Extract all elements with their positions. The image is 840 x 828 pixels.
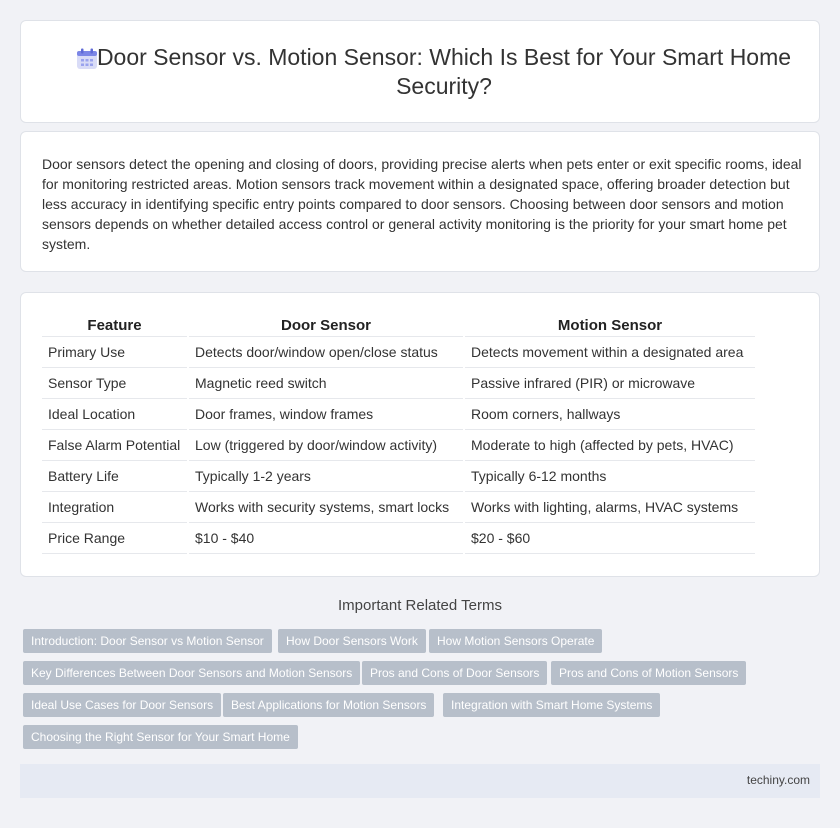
table-row: [42, 367, 755, 398]
page-title: Door Sensor vs. Motion Sensor: Which Is Best for Your Smart Home Security?: [96, 43, 792, 99]
related-term-tag[interactable]: Best Applications for Motion Sensors: [223, 693, 434, 717]
related-term-tag[interactable]: Key Differences Between Door Sensors and Motion Sensors: [23, 661, 360, 685]
table-cell-motion-sensor: Detects movement within a designated area: [465, 336, 755, 367]
column-header-feature: Feature: [42, 314, 187, 336]
table-cell-door-sensor: Low (triggered by door/window activity): [189, 429, 463, 460]
table-row: [42, 460, 755, 491]
summary-card: [20, 131, 820, 272]
related-terms-heading: Important Related Terms: [338, 597, 502, 614]
table-cell-feature: False Alarm Potential: [42, 429, 187, 460]
table-row: [42, 398, 755, 429]
table-cell-feature: Primary Use: [42, 336, 187, 367]
table-cell-door-sensor: Door frames, window frames: [189, 398, 463, 429]
related-term-tag[interactable]: How Motion Sensors Operate: [429, 629, 602, 653]
table-cell-door-sensor: Magnetic reed switch: [189, 367, 463, 398]
column-header-door-sensor: Door Sensor: [189, 314, 463, 336]
table-cell-door-sensor: Detects door/window open/close status: [189, 336, 463, 367]
comparison-table-card: [20, 292, 820, 577]
table-cell-door-sensor: Works with security systems, smart locks: [189, 491, 463, 522]
footer-site-name[interactable]: techiny.com: [746, 773, 810, 787]
header-card: [20, 20, 820, 123]
table-cell-motion-sensor: Room corners, hallways: [465, 398, 755, 429]
summary-paragraph: Door sensors detect the opening and closing of doors, providing precise alerts when pets enter or exit specific rooms, ideal for monitoring restricted areas. Motion sensors track movement within a designated space, offering broader detection but less accuracy in identifying specific entry points compared to door sensors. Choosing between door sensors and motion sensors depends on whether detailed access control or general activity monitoring is the priority for your smart home pet system.: [42, 156, 802, 252]
table-cell-motion-sensor: Works with lighting, alarms, HVAC systems: [465, 491, 755, 522]
table-cell-door-sensor: $10 - $40: [189, 522, 463, 553]
table-cell-feature: Sensor Type: [42, 367, 187, 398]
related-term-tag[interactable]: Pros and Cons of Motion Sensors: [551, 661, 746, 685]
column-header-motion-sensor: Motion Sensor: [465, 314, 755, 336]
table-cell-feature: Integration: [42, 491, 187, 522]
table-cell-motion-sensor: Passive infrared (PIR) or microwave: [465, 367, 755, 398]
table-row: [42, 429, 755, 460]
table-cell-motion-sensor: $20 - $60: [465, 522, 755, 553]
related-term-tag[interactable]: Choosing the Right Sensor for Your Smart Home: [23, 725, 298, 749]
table-cell-motion-sensor: Moderate to high (affected by pets, HVAC): [465, 429, 755, 460]
table-row: [42, 491, 755, 522]
table-cell-door-sensor: Typically 1-2 years: [189, 460, 463, 491]
footer: [20, 764, 820, 798]
table-cell-feature: Price Range: [42, 522, 187, 553]
related-term-tag[interactable]: Ideal Use Cases for Door Sensors: [23, 693, 221, 717]
related-term-tag[interactable]: Introduction: Door Sensor vs Motion Sensor: [23, 629, 272, 653]
table-row: [42, 522, 755, 553]
comparison-table: [42, 314, 755, 554]
table-cell-motion-sensor: Typically 6-12 months: [465, 460, 755, 491]
table-row: [42, 336, 755, 367]
table-cell-feature: Battery Life: [42, 460, 187, 491]
related-term-tag[interactable]: How Door Sensors Work: [278, 629, 426, 653]
related-term-tag[interactable]: Pros and Cons of Door Sensors: [362, 661, 547, 685]
table-header-row: [42, 314, 755, 336]
related-term-tag[interactable]: Integration with Smart Home Systems: [443, 693, 660, 717]
table-cell-feature: Ideal Location: [42, 398, 187, 429]
